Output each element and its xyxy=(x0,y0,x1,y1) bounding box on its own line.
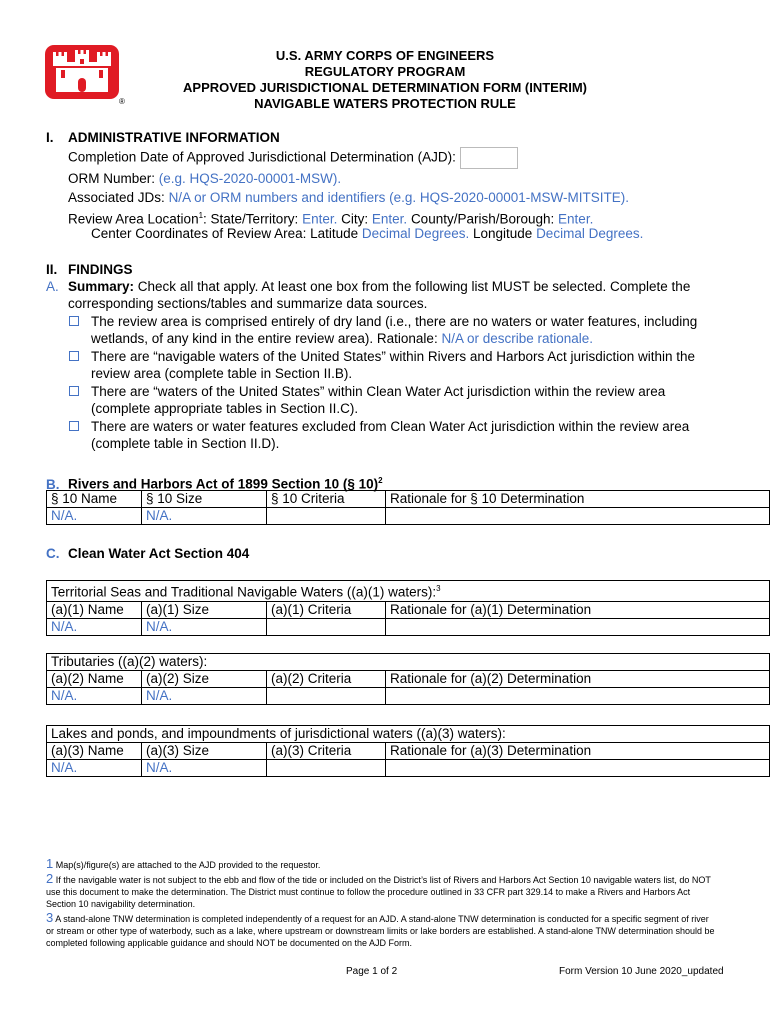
orm-number-field[interactable]: (e.g. HQS-2020-00001-MSW). xyxy=(158,171,342,186)
header-line-3: APPROVED JURISDICTIONAL DETERMINATION FORM (INTERIM) xyxy=(183,80,587,95)
orm-number-label: ORM Number: xyxy=(68,171,156,186)
name-cell[interactable]: N/A. xyxy=(47,688,142,705)
footnote-text: Map(s)/figure(s) are attached to the AJD provided to the requestor. xyxy=(55,860,321,870)
table-row xyxy=(47,688,770,705)
checkbox-cwa-waters[interactable] xyxy=(69,386,79,396)
section-b-footnote-ref: 2 xyxy=(378,476,383,485)
associated-jds-field[interactable]: N/A or ORM numbers and identifiers (e.g. HQS-2020-00001-MSW-MITSITE). xyxy=(168,190,629,205)
section-c-letter: C. xyxy=(46,546,60,561)
name-cell[interactable]: N/A. xyxy=(47,508,142,525)
footnote-number: 1 xyxy=(46,856,54,871)
usace-castle-logo xyxy=(44,44,122,102)
table-caption-row xyxy=(47,654,770,671)
center-coordinates-row xyxy=(91,225,643,242)
excluded-waters-line-2: (complete table in Section II.D). xyxy=(91,436,280,451)
footnote-number: 3 xyxy=(46,910,54,925)
cwa-waters-line-1: There are “waters of the United States” within Clean Water Act jurisdiction within the review area xyxy=(91,384,666,399)
table-caption-row xyxy=(47,726,770,743)
state-label: : State/Territory: xyxy=(203,211,299,227)
column-header: (a)(3) Size xyxy=(142,743,267,760)
review-area-label: Review Area Location xyxy=(68,211,199,227)
longitude-field[interactable]: Decimal Degrees. xyxy=(536,226,644,241)
summary-letter: A. xyxy=(46,279,59,294)
page-number: Page 1 of 2 xyxy=(346,966,398,977)
table-header-row xyxy=(47,601,770,618)
name-cell[interactable]: N/A. xyxy=(47,618,142,635)
table-row xyxy=(47,760,770,777)
section-2-title: FINDINGS xyxy=(68,262,133,277)
county-field[interactable]: Enter. xyxy=(558,211,594,227)
form-header xyxy=(120,48,650,112)
criteria-cell[interactable] xyxy=(267,688,386,705)
table-header-row xyxy=(47,491,770,508)
completion-date-field[interactable] xyxy=(460,147,518,169)
rha-waters-line-1: There are “navigable waters of the United States” within Rivers and Harbors Act jurisdiction within the xyxy=(91,349,696,364)
dry-land-line-2 xyxy=(91,330,593,347)
checkbox-rha-waters[interactable] xyxy=(69,351,79,361)
footnote-text: A stand-alone TNW determination is completed independently of a request for an AJD. A stand-alone TNW determination is conducted for a specific segment of river or stream or other type of waterbody, such as a lake, where upstream or downstream limits or lake borders are established. A stand-alone TNW determination should be completed following applicable guidance and should NOT be documented on the AJD Form. xyxy=(46,914,715,948)
a1-footnote-ref: 3 xyxy=(436,584,441,593)
section-1-title: ADMINISTRATIVE INFORMATION xyxy=(68,130,280,145)
column-header: § 10 Name xyxy=(47,491,142,508)
column-header: (a)(3) Name xyxy=(47,743,142,760)
footnote-2 xyxy=(46,873,718,910)
column-header: (a)(2) Name xyxy=(47,671,142,688)
table-caption: Lakes and ponds, and impoundments of jurisdictional waters ((a)(3) waters): xyxy=(47,726,770,743)
footnote-1 xyxy=(46,858,718,871)
form-version: Form Version 10 June 2020_updated xyxy=(559,966,724,977)
column-header: § 10 Criteria xyxy=(267,491,386,508)
column-header: (a)(1) Criteria xyxy=(267,601,386,618)
review-area-footnote-ref: 1 xyxy=(198,211,204,220)
column-header: Rationale for (a)(2) Determination xyxy=(386,671,770,688)
a1-caption: Territorial Seas and Traditional Navigable Waters ((a)(1) waters): xyxy=(51,584,437,600)
latitude-field[interactable]: Decimal Degrees. xyxy=(361,226,470,241)
size-cell[interactable]: N/A. xyxy=(142,618,267,635)
table-header-row xyxy=(47,671,770,688)
size-cell[interactable]: N/A. xyxy=(142,760,267,777)
summary-text-2: corresponding sections/tables and summarize data sources. xyxy=(68,296,428,311)
footnote-number: 2 xyxy=(46,871,54,886)
a1-waters-table xyxy=(46,580,770,636)
orm-number-row xyxy=(68,170,341,187)
column-header: (a)(1) Name xyxy=(47,601,142,618)
city-label: City: xyxy=(341,211,369,227)
column-header: (a)(2) Criteria xyxy=(267,671,386,688)
header-line-4: NAVIGABLE WATERS PROTECTION RULE xyxy=(254,96,516,111)
criteria-cell[interactable] xyxy=(267,618,386,635)
checkbox-excluded-waters[interactable] xyxy=(69,421,79,431)
rha-waters-line-2: review area (complete table in Section II.B). xyxy=(91,366,353,381)
section-2-numeral: II. xyxy=(46,262,58,277)
rationale-cell[interactable] xyxy=(386,688,770,705)
section-b-title: Rivers and Harbors Act of 1899 Section 10 (§ 10) xyxy=(68,476,379,492)
excluded-waters-line-1: There are waters or water features excluded from Clean Water Act jurisdiction within the review area xyxy=(91,419,690,434)
criteria-cell[interactable] xyxy=(267,760,386,777)
center-coordinates-label: Center Coordinates of Review Area: Latitude xyxy=(91,226,359,241)
summary-line-1 xyxy=(46,278,690,295)
a3-waters-table xyxy=(46,725,770,777)
table-row xyxy=(47,618,770,635)
dry-land-line-1: The review area is comprised entirely of dry land (i.e., there are no waters or water features, including xyxy=(91,314,698,329)
table-caption xyxy=(47,581,770,602)
associated-jds-row xyxy=(68,189,629,206)
longitude-label: Longitude xyxy=(472,226,533,241)
column-header: (a)(1) Size xyxy=(142,601,267,618)
completion-date-label: Completion Date of Approved Jurisdictional Determination (AJD): xyxy=(68,149,456,165)
registered-mark: ® xyxy=(119,97,125,106)
section-1-numeral: I. xyxy=(46,130,54,145)
column-header: Rationale for (a)(1) Determination xyxy=(386,601,770,618)
summary-title: Summary: xyxy=(68,279,135,294)
column-header: Rationale for (a)(3) Determination xyxy=(386,743,770,760)
associated-jds-label: Associated JDs: xyxy=(68,190,165,205)
section-c-heading xyxy=(46,545,249,562)
section-b-letter: B. xyxy=(46,476,60,492)
column-header: Rationale for § 10 Determination xyxy=(386,491,770,508)
column-header: (a)(3) Criteria xyxy=(267,743,386,760)
state-field[interactable]: Enter. xyxy=(302,211,338,227)
footnotes xyxy=(46,858,718,949)
section-c-title: Clean Water Act Section 404 xyxy=(68,546,250,561)
table-caption: Tributaries ((a)(2) waters): xyxy=(47,654,770,671)
header-line-2: REGULATORY PROGRAM xyxy=(304,64,466,79)
city-field[interactable]: Enter. xyxy=(371,211,408,227)
table-header-row xyxy=(47,743,770,760)
checkbox-dry-land[interactable] xyxy=(69,316,79,326)
name-cell[interactable]: N/A. xyxy=(47,760,142,777)
summary-text-1: Check all that apply. At least one box from the following list MUST be selected. Complete the xyxy=(137,279,691,294)
section-10-table xyxy=(46,490,770,525)
size-cell[interactable]: N/A. xyxy=(142,688,267,705)
footnote-3 xyxy=(46,912,718,949)
section-2-heading xyxy=(46,261,133,278)
rationale-cell[interactable] xyxy=(386,760,770,777)
size-cell[interactable]: N/A. xyxy=(142,508,267,525)
column-header: § 10 Size xyxy=(142,491,267,508)
column-header: (a)(2) Size xyxy=(142,671,267,688)
header-line-1: U.S. ARMY CORPS OF ENGINEERS xyxy=(275,48,495,63)
dry-land-text-2: wetlands, of any kind in the entire review area). Rationale: xyxy=(91,331,438,346)
cwa-waters-line-2: (complete appropriate tables in Section II.C). xyxy=(91,401,359,416)
rationale-cell[interactable] xyxy=(386,618,770,635)
criteria-cell[interactable] xyxy=(267,508,386,525)
completion-date-row xyxy=(68,147,518,169)
section-1-heading xyxy=(46,129,280,146)
footnote-text: If the navigable water is not subject to the ebb and flow of the tide or included on the District’s list of Rivers and Harbors Act Section 10 navigable waters list, do NOT use this document to make the determination. The District must continue to follow the procedure outlined in 33 CFR part 329.14 to make a Rivers and Harbors Act Section 10 navigability determination. xyxy=(46,875,711,909)
table-row xyxy=(47,508,770,525)
rationale-cell[interactable] xyxy=(386,508,770,525)
a2-waters-table xyxy=(46,653,770,705)
county-label: County/Parish/Borough: xyxy=(410,211,555,227)
table-caption-row xyxy=(47,581,770,602)
dry-land-rationale-field[interactable]: N/A or describe rationale. xyxy=(441,331,594,346)
